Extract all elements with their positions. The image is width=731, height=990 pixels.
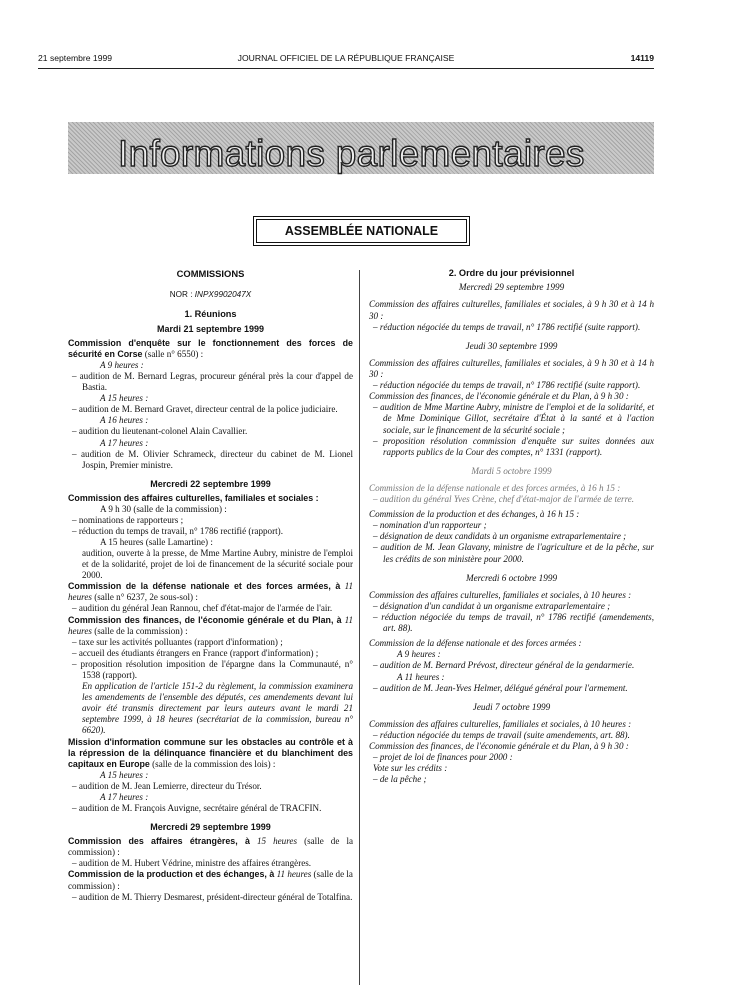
nor-reference	[68, 290, 353, 300]
time-slot: A 16 heures :	[100, 415, 149, 426]
header-page-number: 14119	[630, 53, 654, 63]
commission-entry: Commission des affaires culturelles, familiales et sociales :	[68, 492, 319, 503]
time-slot: A 15 heures :	[100, 393, 149, 404]
agenda-item: – réduction négociée du temps de travail (suite amendements, art. 88).	[383, 730, 654, 741]
column-divider	[359, 270, 360, 985]
date-heading: Mercredi 22 septembre 1999	[150, 478, 271, 489]
agenda-item: – audition du lieutenant-colonel Alain Cavallier.	[82, 426, 353, 437]
date-heading: Mardi 21 septembre 1999	[156, 323, 265, 334]
agenda-item: – réduction négociée du temps de travail, n° 1786 rectifié (suite rapport).	[383, 380, 654, 391]
agenda-item: – désignation d'un candidat à un organisme extraparlementaire ;	[383, 601, 654, 612]
header-rule	[38, 68, 654, 69]
agenda-text: audition, ouverte à la presse, de Mme Martine Aubry, ministre de l'emploi et de la solidarité, projet de loi de financement de la sécurité sociale pour 2000.	[82, 547, 353, 581]
time-slot: A 9 heures :	[397, 649, 441, 660]
agenda-item: – proposition résolution commission d'enquête sur suites données aux rapports publics de la Cour des comptes, n° 1331 (rapport).	[383, 436, 654, 458]
agenda-item: – réduction du temps de travail, n° 1786 rectifié (rapport).	[82, 526, 353, 537]
commission-entry: Commission de la production et des échanges, à 11 heures (salle de la commission) :	[68, 869, 353, 891]
chamber-heading: ASSEMBLÉE NATIONALE	[256, 219, 467, 243]
agenda-item: – nominations de rapporteurs ;	[82, 515, 353, 526]
time-slot: A 15 heures :	[100, 769, 149, 780]
time-slot: A 17 heures :	[100, 437, 149, 448]
commission-entry: Commission de la défense nationale et des forces armées, à 16 h 15 :	[369, 483, 621, 493]
agenda-item: – audition de M. Olivier Schrameck, directeur du cabinet de M. Lionel Jospin, Premier ministre.	[82, 449, 353, 471]
commission-entry: Commission des affaires culturelles, familiales et sociales, à 9 h 30 et à 14 h 30 :	[369, 299, 654, 321]
agenda-item: – accueil des étudiants étrangers en France (rapport d'information) ;	[82, 648, 353, 659]
date-heading: Mercredi 6 octobre 1999	[465, 572, 558, 583]
commission-entry: Commission de la défense nationale et des forces armées :	[369, 638, 582, 649]
agenda-item: – de la pêche ;	[383, 774, 654, 785]
date-heading: Jeudi 7 octobre 1999	[472, 701, 551, 712]
date-heading: Mercredi 29 septembre 1999	[150, 822, 271, 833]
commission-entry: Commission des finances, de l'économie générale et du Plan, à 9 h 30 :	[369, 391, 629, 402]
commission-entry: Mission d'information commune sur les obstacles au contrôle et à la répression de la délinquance financière et du blanchiment des capitaux en Europe (salle de la commission des lois) :	[68, 736, 353, 769]
agenda-item: – audition de Mme Martine Aubry, ministre de l'emploi et de la solidarité, et de Mme Dominique Gillot, secrétaire d'État à la santé et à l'action sociale, sur le financement de la sécurité sociale ;	[383, 402, 654, 435]
commission-entry: Commission des affaires culturelles, familiales et sociales, à 10 heures :	[369, 718, 632, 729]
agenda-item: – audition de M. Bernard Gravet, directeur central de la police judiciaire.	[82, 404, 353, 415]
subsection-heading: 1. Réunions	[184, 309, 237, 320]
agenda-item: – audition de M. Jean Lemierre, directeur du Trésor.	[82, 781, 353, 792]
header-date: 21 septembre 1999	[38, 53, 113, 63]
commission-entry: Commission de la défense nationale et des forces armées, à 11 heures (salle n° 6237, 2e sous-sol) :	[68, 581, 353, 603]
nor-code: INPX9902047X	[194, 290, 252, 300]
agenda-item: – désignation de deux candidats à un organisme extraparlementaire ;	[383, 531, 654, 542]
commission-entry: Commission des finances, de l'économie générale et du Plan, à 9 h 30 :	[369, 741, 629, 752]
agenda-item: – audition de M. Bernard Prévost, directeur général de la gendarmerie.	[383, 660, 654, 671]
commission-entry: Commission des affaires culturelles, familiales et sociales, à 10 heures :	[369, 589, 632, 600]
section-heading: COMMISSIONS	[176, 268, 245, 279]
commission-entry: Commission de la production et des échanges, à 16 h 15 :	[369, 509, 580, 520]
agenda-item: – audition de M. François Auvigne, secrétaire général de TRACFIN.	[82, 803, 353, 814]
time-slot: A 9 h 30 (salle de la commission) :	[100, 503, 227, 514]
date-heading: Jeudi 30 septembre 1999	[465, 340, 558, 351]
date-heading: Mercredi 29 septembre 1999	[458, 282, 565, 293]
commission-entry: Commission d'enquête sur le fonctionnement des forces de sécurité en Corse (salle n° 6550) :	[68, 337, 353, 359]
left-column	[68, 268, 353, 903]
date-heading: Mardi 5 octobre 1999	[471, 465, 552, 476]
commission-entry: Commission des finances, de l'économie générale et du Plan, à 11 heures (salle de la commission) :	[68, 614, 353, 636]
agenda-item: – audition de M. Jean Glavany, ministre de l'agriculture et de la pêche, sur les crédits de son ministère pour 2000.	[383, 542, 654, 564]
header-journal-title: JOURNAL OFFICIEL DE LA RÉPUBLIQUE FRANÇAISE	[237, 53, 455, 63]
agenda-item: – proposition résolution imposition de l'épargne dans la Communauté, n° 1538 (rapport).	[82, 659, 353, 681]
nor-label: NOR :	[169, 290, 193, 300]
commission-entry: Commission des affaires culturelles, familiales et sociales, à 9 h 30 et à 14 h 30 :	[369, 357, 654, 380]
agenda-item: – réduction négociée du temps de travail, n° 1786 rectifié (suite rapport).	[383, 322, 654, 333]
agenda-item: – audition de M. Hubert Védrine, ministre des affaires étrangères.	[82, 858, 353, 869]
time-slot: A 15 heures (salle Lamartine) :	[100, 536, 213, 547]
agenda-item: – réduction négociée du temps de travail, n° 1786 rectifié (amendements, art. 88).	[383, 612, 654, 634]
agenda-item: – audition du général Jean Rannou, chef d'état-major de l'armée de l'air.	[82, 603, 353, 614]
agenda-item: – audition de M. Bernard Legras, procureur général près la cour d'appel de Bastia.	[82, 371, 353, 393]
vote-label: Vote sur les crédits :	[373, 763, 448, 774]
agenda-item: – audition de M. Jean-Yves Helmer, délégué général pour l'armement.	[383, 683, 654, 694]
running-header	[38, 53, 654, 67]
agenda-item: – nomination d'un rapporteur ;	[383, 520, 654, 531]
agenda-item: – audition de M. Thierry Desmarest, président-directeur général de Totalfina.	[82, 892, 353, 903]
agenda-item: – projet de loi de finances pour 2000 :	[383, 752, 654, 763]
agenda-item: – taxe sur les activités polluantes (rapport d'information) ;	[82, 637, 353, 648]
agenda-item: – audition du général Yves Crène, chef d'état-major de l'armée de terre.	[383, 494, 654, 505]
time-slot: A 9 heures :	[100, 359, 144, 370]
procedure-note: En application de l'article 151-2 du règlement, la commission examinera les amendements de l'ensemble des députés, ces amendements devant lui avoir été transmis directement par leurs auteurs avant le mardi 21 septembre 1999, à 18 heures (secrétariat de la commission, bureau n° 6620).	[82, 681, 353, 736]
time-slot: A 11 heures :	[397, 671, 445, 682]
time-slot: A 17 heures :	[100, 792, 149, 803]
right-column	[369, 268, 654, 786]
subsection-heading: 2. Ordre du jour prévisionnel	[448, 268, 575, 278]
banner-title: Informations parlementaires	[118, 133, 585, 174]
commission-entry: Commission des affaires étrangères, à 15 heures (salle de la commission) :	[68, 836, 354, 858]
